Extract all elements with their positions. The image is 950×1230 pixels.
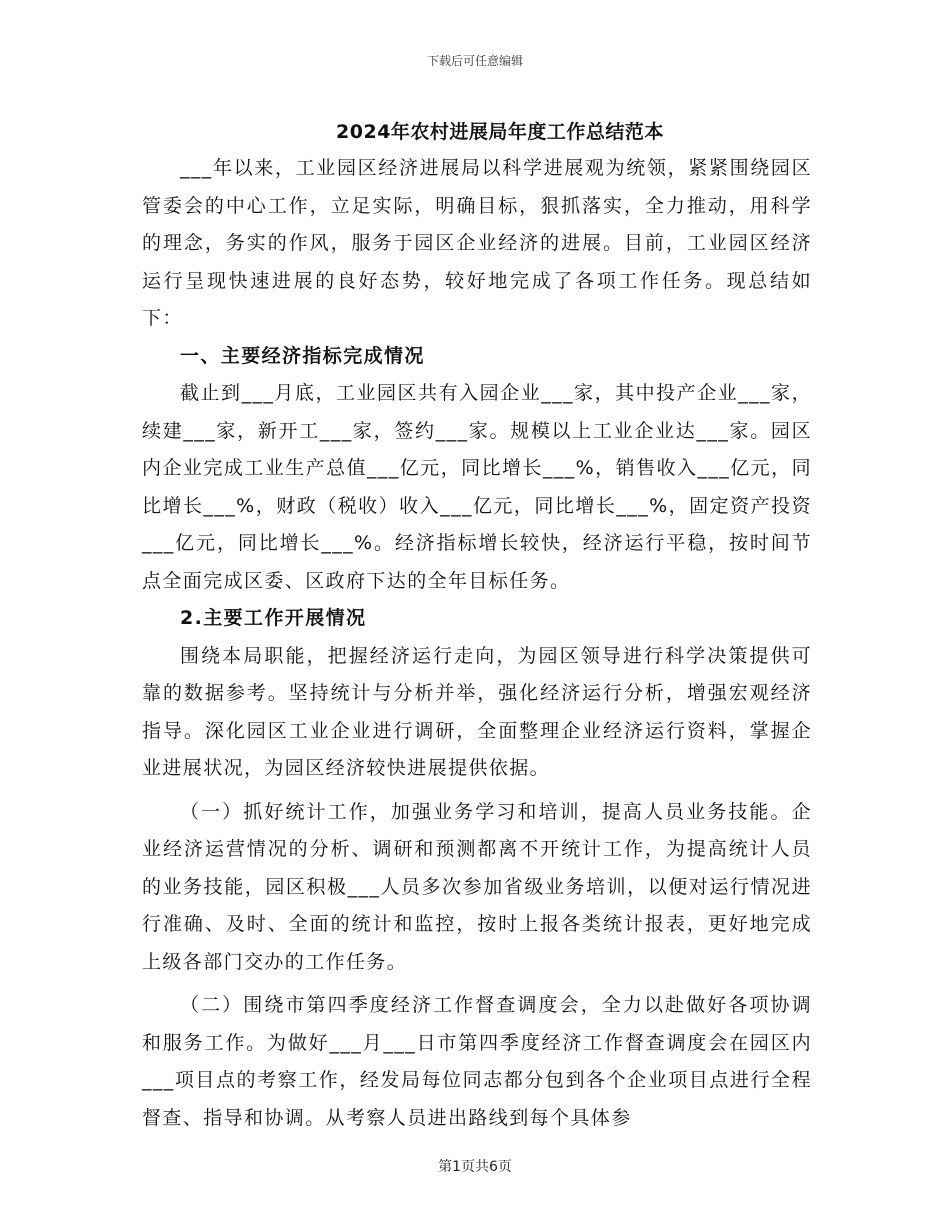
section-heading-2: 2.主要工作开展情况 <box>180 607 367 629</box>
document-body <box>142 150 812 1137</box>
statistics-work-paragraph: （一）抓好统计工作，加强业务学习和培训，提高人员业务技能。企业经济运营情况的分析、调研和预测都离不开统计工作，为提高统计人员的业务技能，园区积极___人员多次参加省级业务培训，以便对运行情况进行准确、及时、全面的统计和监控，按时上报各类统计报表，更好地完成上级各部门交办的工作任务。 <box>142 800 812 973</box>
section-heading-1: 一、主要经济指标完成情况 <box>180 344 425 367</box>
intro-paragraph: ___年以来，工业园区经济进展局以科学进展观为统领，紧紧围绕园区管委会的中心工作，立足实际，明确目标，狠抓落实，全力推动，用科学的理念，务实的作风，服务于园区企业经济的进展。目前，工业园区经济运行呈现快速进展的良好态势，较好地完成了各项工作任务。现总结如下： <box>142 157 812 329</box>
document-title: 2024年农村进展局年度工作总结范本 <box>336 121 664 143</box>
indicators-paragraph: 截止到___月底，工业园区共有入园企业___家，其中投产企业___家，续建___家，新开工___家，签约___家。规模以上工业企业达___家。园区内企业完成工业生产总值___亿元，同比增长___%，销售收入___亿元，同比增长___%，财政（税收）收入___亿元，同比增长___%，固定资产投资___亿元，同比增长___%。经济指标增长较快，经济运行平稳，按时间节点全面完成区委、区政府下达的全年目标任务。 <box>142 382 812 592</box>
page-header-note: 下载后可任意编辑 <box>426 54 523 68</box>
work-overview-paragraph: 围绕本局职能，把握经济运行走向，为园区领导进行科学决策提供可靠的数据参考。坚持统计与分析并举，强化经济运行分析，增强宏观经济指导。深化园区工业企业进行调研，全面整理企业经济运行资料，掌握企业进展状况，为园区经济较快进展提供依据。 <box>142 644 812 779</box>
inspection-work-paragraph: （二）围绕市第四季度经济工作督查调度会，全力以赴做好各项协调和服务工作。为做好___月___日市第四季度经济工作督查调度会在园区内___项目点的考察工作，经发局每位同志都分包到各个企业项目点进行全程督查、指导和协调。从考察人员进出路线到每个具体参 <box>142 994 812 1129</box>
page-number: 第1页共6页 <box>438 1159 512 1175</box>
